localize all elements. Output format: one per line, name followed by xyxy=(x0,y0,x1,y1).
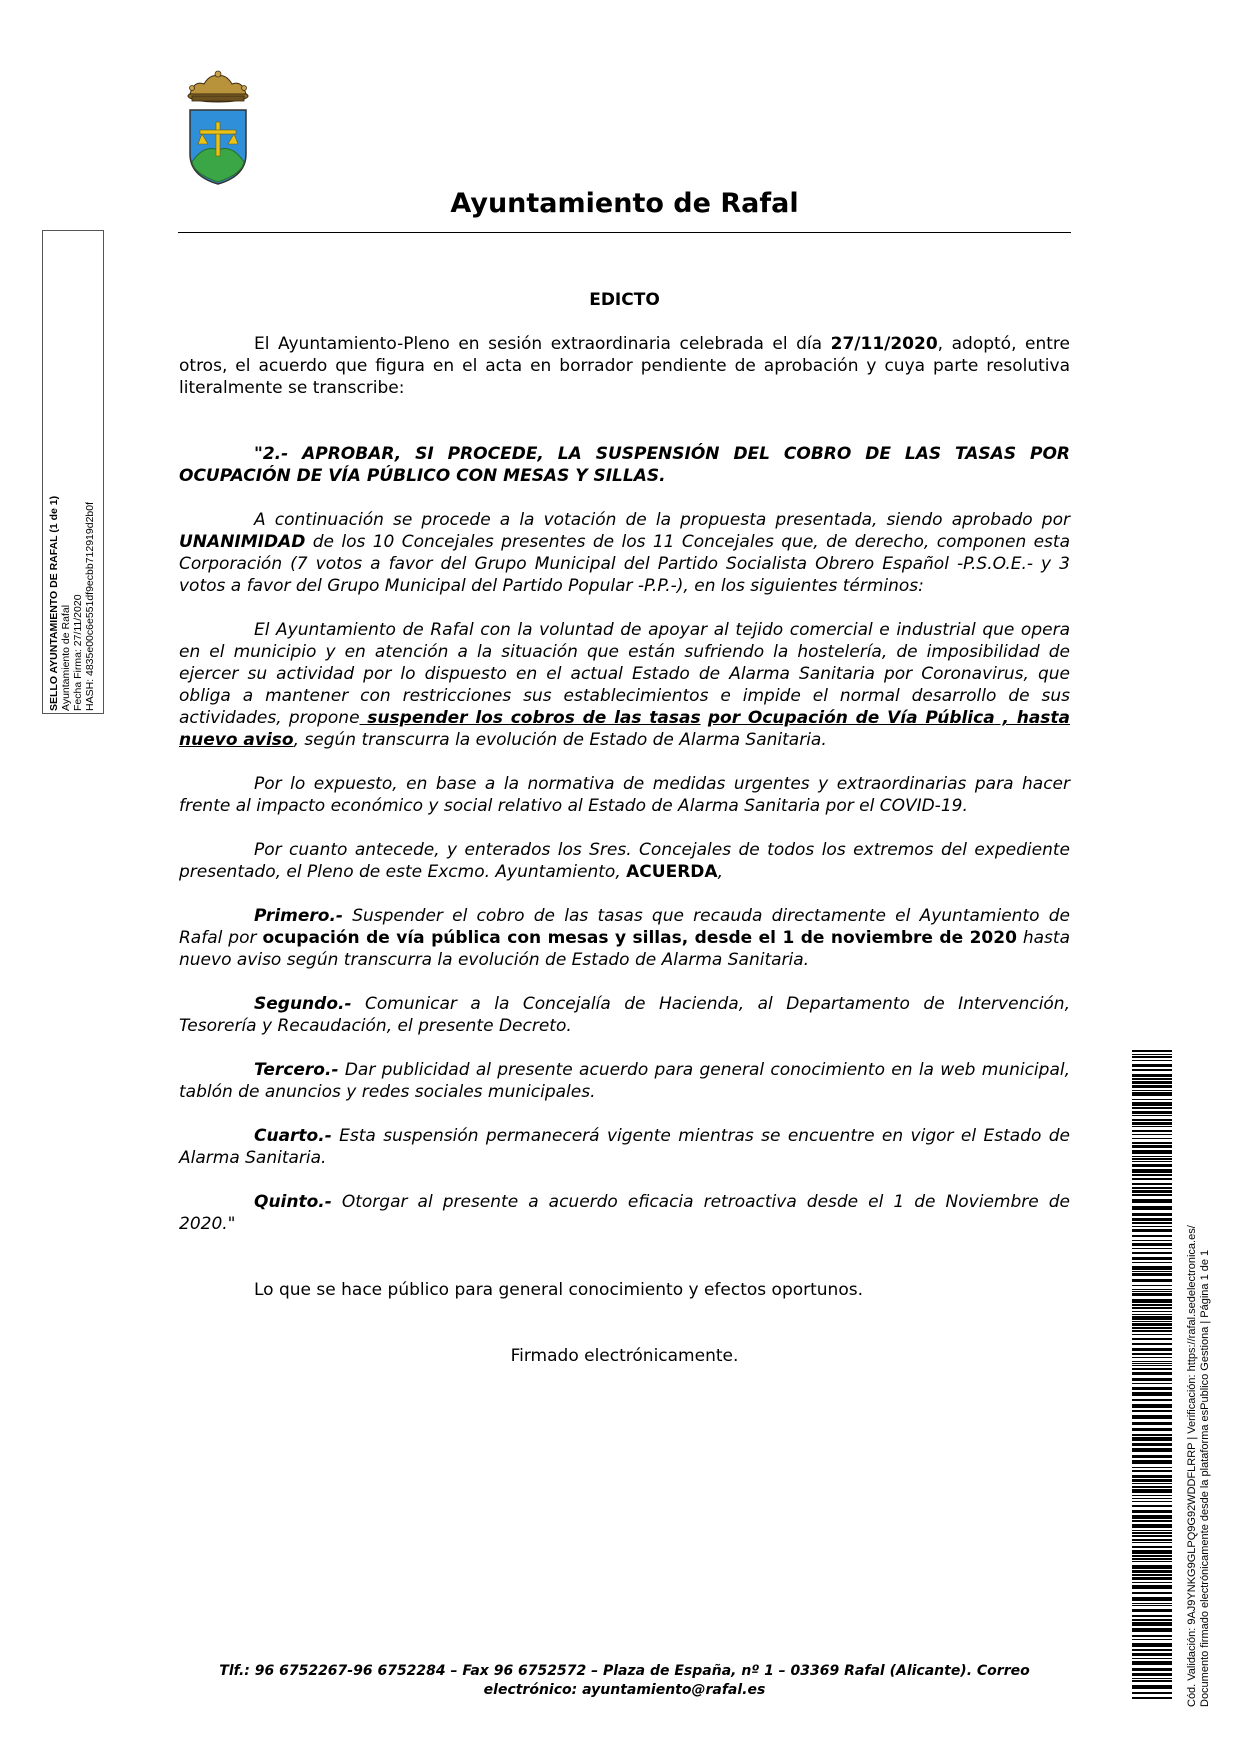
barcode-bar xyxy=(1132,1455,1172,1458)
barcode-bar xyxy=(1132,1169,1172,1173)
barcode-bar xyxy=(1132,1307,1172,1309)
barcode-bar xyxy=(1132,1605,1172,1606)
barcode-bar xyxy=(1132,1064,1172,1067)
seal-date: Fecha Firma: 27/11/2020 xyxy=(72,594,84,711)
barcode-bar xyxy=(1132,1495,1172,1496)
barcode-bar xyxy=(1132,1206,1172,1210)
acuerda-word: ACUERDA xyxy=(626,862,718,882)
barcode-bar xyxy=(1132,1330,1172,1332)
barcode-bar xyxy=(1132,1145,1172,1148)
barcode-bar xyxy=(1132,1357,1172,1358)
proposal-highlight-2: por Ocupación de Vía Pública xyxy=(707,708,995,728)
barcode-bar xyxy=(1132,1092,1172,1096)
footer-contact xyxy=(178,1662,1071,1700)
barcode-bar xyxy=(1132,1592,1172,1594)
barcode-bar xyxy=(1132,1156,1172,1157)
vote-text: A continuación se procede a la votación de la propuesta presentada, siendo aprobado por xyxy=(254,510,1070,530)
barcode-bar xyxy=(1132,1126,1172,1127)
barcode-bar xyxy=(1132,1635,1172,1637)
barcode-bar xyxy=(1132,1363,1172,1364)
barcode-bar xyxy=(1132,1561,1172,1562)
barcode-bar xyxy=(1132,1535,1172,1537)
barcode-bar xyxy=(1132,1574,1172,1576)
antecede-paragraph xyxy=(179,839,1070,883)
barcode-bar xyxy=(1132,1558,1172,1560)
barcode-bar xyxy=(1132,1243,1172,1246)
barcode-bar xyxy=(1132,1649,1172,1651)
primero-paragraph xyxy=(179,905,1070,971)
page-title: Ayuntamiento de Rafal xyxy=(450,188,799,219)
barcode-bar xyxy=(1132,1056,1172,1058)
barcode-bar xyxy=(1132,1524,1172,1528)
expuesto-paragraph: Por lo expuesto, en base a la normativa de medidas urgentes y extraordinarias para hacer frente al impacto económico y social relativo al Estado de Alarma Sanitaria por el COVID-19. xyxy=(179,774,1070,816)
barcode-bar xyxy=(1132,1680,1172,1682)
vote-text-end: de los 10 Concejales presentes de los 11 Concejales que, de derecho, componen esta Corporación (7 votos a favor del Grupo Municipal del Partido Socialista Obrero Español -P.S.O.E.- y 3 votos a favor del Grupo Municipal del Partido Popular -P.P.-), en los siguientes términos: xyxy=(179,532,1070,596)
quinto-paragraph xyxy=(179,1191,1070,1235)
barcode-bar xyxy=(1132,1404,1172,1408)
barcode-bar xyxy=(1132,1361,1172,1362)
barcode-bar xyxy=(1132,1240,1172,1241)
barcode-bar xyxy=(1132,1392,1172,1396)
barcode-bar xyxy=(1132,1107,1172,1109)
barcode-bar xyxy=(1132,1486,1172,1488)
barcode-bar xyxy=(1132,1443,1172,1446)
barcode-bar xyxy=(1132,1142,1172,1144)
barcode-bar xyxy=(1132,1090,1172,1091)
segundo-paragraph xyxy=(179,993,1070,1037)
barcode-bar xyxy=(1132,1229,1172,1232)
barcode-bar xyxy=(1132,1338,1172,1340)
barcode-bar xyxy=(1132,1085,1172,1088)
cuarto-text: Esta suspensión permanecerá vigente mientras se encuentre en vigor el Estado de Alarma Sanitaria. xyxy=(179,1126,1070,1168)
barcode-bar xyxy=(1132,1327,1172,1329)
barcode-bar xyxy=(1132,1285,1172,1286)
barcode-bar xyxy=(1132,1653,1172,1656)
tercero-label: Tercero.- xyxy=(254,1060,339,1080)
barcode-bar xyxy=(1132,1470,1172,1472)
intro-text: El Ayuntamiento-Pleno en sesión extraordinaria celebrada el día xyxy=(254,334,831,354)
barcode-bar xyxy=(1132,1289,1172,1290)
barcode-bar xyxy=(1132,1353,1172,1355)
barcode-bar xyxy=(1132,1311,1172,1312)
barcode-bar xyxy=(1132,1673,1172,1676)
barcode-bar xyxy=(1132,1643,1172,1647)
barcode-bar xyxy=(1132,1138,1172,1139)
barcode-bar xyxy=(1132,1054,1172,1055)
barcode-bar xyxy=(1132,1218,1172,1221)
barcode-bar xyxy=(1132,1158,1172,1160)
barcode-bar xyxy=(1132,1661,1172,1665)
barcode-bar xyxy=(1132,1074,1172,1077)
barcode-bar xyxy=(1132,1609,1172,1612)
antecede-text: Por cuanto antecede, y enterados los Sres. Concejales de todos los extremos del expediente presentado, el Pleno de este Excmo. Ayuntamiento, xyxy=(179,840,1070,882)
electronic-seal-text xyxy=(48,231,96,711)
signature-note: Firmado electrónicamente. xyxy=(510,1346,739,1366)
barcode-bar xyxy=(1132,1692,1172,1694)
barcode-bar xyxy=(1132,1178,1172,1180)
intro-text-end: , adoptó, entre otros, el acuerdo que figura en el acta en borrador pendiente de aprobación y cuya parte resolutiva literalmente se transcribe: xyxy=(179,334,1070,398)
primero-text-end: hasta nuevo aviso según transcurra la evolución de Estado de Alarma Sanitaria. xyxy=(179,928,1070,970)
segundo-text: Comunicar a la Concejalía de Hacienda, al Departamento de Intervención, Tesorería y Recaudación, el presente Decreto. xyxy=(179,994,1070,1036)
barcode-bar xyxy=(1132,1262,1172,1263)
crown-icon xyxy=(188,71,248,102)
barcode-bar xyxy=(1132,1222,1172,1224)
barcode-bar xyxy=(1132,1585,1172,1589)
barcode-bar xyxy=(1132,1081,1172,1084)
barcode-bar xyxy=(1132,1365,1172,1366)
barcode-bar xyxy=(1132,1498,1172,1499)
validation-platform-line: Documento firmado electrónicamente desde la plataforma esPublico Gestiona | Página 1 de 1 xyxy=(1199,1249,1211,1707)
barcode-bar xyxy=(1132,1279,1172,1282)
barcode-bar xyxy=(1132,1235,1172,1237)
barcode-bar xyxy=(1132,1119,1172,1121)
vote-paragraph xyxy=(179,509,1070,597)
barcode-bar xyxy=(1132,1248,1172,1249)
barcode-bar xyxy=(1132,1467,1172,1468)
barcode-bar xyxy=(1132,1685,1172,1689)
barcode-bar xyxy=(1132,1619,1172,1621)
barcode-bar xyxy=(1132,1252,1172,1254)
barcode-bar xyxy=(1132,1501,1172,1502)
proposal-space xyxy=(701,708,708,728)
validation-code-line: Cód. Validación: 9AJ9YNKG9GLPQ9G92WDDFLRRP | Verificación: https://rafal.sedelectronica.es/ xyxy=(1186,1225,1198,1707)
vote-result: UNANIMIDAD xyxy=(179,532,306,552)
barcode-bar xyxy=(1132,1483,1172,1484)
proposal-paragraph xyxy=(179,619,1070,751)
barcode-bar xyxy=(1132,1678,1172,1679)
primero-label: Primero.- xyxy=(254,906,343,926)
barcode-bar xyxy=(1132,1194,1172,1196)
barcode-bar xyxy=(1132,1183,1172,1185)
primero-text: Suspender el cobro de las tasas que recauda directamente el Ayuntamiento de Rafal por xyxy=(179,906,1070,948)
barcode-bar xyxy=(1132,1489,1172,1493)
barcode-bar xyxy=(1132,1532,1172,1534)
barcode-bar xyxy=(1132,1190,1172,1193)
barcode-bar xyxy=(1132,1615,1172,1617)
proposal-text-end: , según transcurra la evolución de Estado de Alarma Sanitaria. xyxy=(293,730,827,750)
barcode-bar xyxy=(1132,1697,1172,1699)
footer-line-1: Tlf.: 96 6752267-96 6752284 – Fax 96 6752572 – Plaza de España, nº 1 – 03369 Rafal (Alicante). Correo xyxy=(219,1663,1030,1679)
barcode-bar xyxy=(1132,1164,1172,1167)
tercero-text: Dar publicidad al presente acuerdo para general conocimiento en la web municipal, tablón de anuncios y redes sociales municipales. xyxy=(179,1060,1070,1102)
antecede-comma: , xyxy=(717,862,723,882)
barcode-bar xyxy=(1132,1622,1172,1626)
barcode-bar xyxy=(1132,1628,1172,1632)
barcode-bar xyxy=(1132,1434,1172,1436)
barcode-bar xyxy=(1132,1271,1172,1272)
barcode-bar xyxy=(1132,1542,1172,1543)
barcode-bar xyxy=(1132,1378,1172,1381)
barcode-bar xyxy=(1132,1257,1172,1260)
barcode-bar xyxy=(1132,1570,1172,1573)
barcode-bar xyxy=(1132,1348,1172,1351)
barcode-bar xyxy=(1132,1515,1172,1519)
seal-hash: HASH: 4835e00c6e551df9ecbb712919d2b0f xyxy=(84,501,96,711)
barcode-bar xyxy=(1132,1505,1172,1507)
cuarto-paragraph xyxy=(179,1125,1070,1169)
barcode-bar xyxy=(1132,1577,1172,1580)
barcode-bar xyxy=(1132,1520,1172,1522)
footer-line-2: electrónico: ayuntamiento@rafal.es xyxy=(483,1682,766,1698)
barcode-bar xyxy=(1132,1150,1172,1154)
barcode-bar xyxy=(1132,1299,1172,1303)
barcode-bar xyxy=(1132,1291,1172,1292)
barcode-bar xyxy=(1132,1658,1172,1659)
quinto-label: Quinto.- xyxy=(254,1192,332,1212)
barcode-bar xyxy=(1132,1343,1172,1345)
barcode-bar xyxy=(1132,1399,1172,1401)
barcode-bar xyxy=(1132,1539,1172,1541)
barcode-bar xyxy=(1132,1546,1172,1548)
agenda-item-heading: "2.- APROBAR, SI PROCEDE, LA SUSPENSIÓN DEL COBRO DE LAS TASAS POR OCUPACIÓN DE VÍA PÚBLICO CON MESAS Y SILLAS. xyxy=(179,444,1070,486)
shield-icon xyxy=(190,110,246,184)
barcode-bar xyxy=(1132,1550,1172,1554)
title-divider xyxy=(178,232,1071,233)
barcode-bar xyxy=(1132,1383,1172,1384)
barcode-bar xyxy=(1132,1565,1172,1569)
barcode-bar xyxy=(1132,1368,1172,1370)
barcode-bar xyxy=(1132,1293,1172,1296)
barcode-bar xyxy=(1132,1530,1172,1531)
validation-barcode xyxy=(1132,1050,1172,1700)
seal-entity: Ayuntamiento de Rafal xyxy=(60,604,72,711)
barcode-bar xyxy=(1132,1213,1172,1216)
barcode-bar xyxy=(1132,1479,1172,1482)
barcode-bar xyxy=(1132,1273,1172,1276)
barcode-bar xyxy=(1132,1069,1172,1071)
barcode-bar xyxy=(1132,1304,1172,1306)
barcode-bar xyxy=(1132,1314,1172,1315)
validation-text xyxy=(1186,1047,1212,1707)
barcode-bar xyxy=(1132,1410,1172,1412)
barcode-bar xyxy=(1132,1639,1172,1640)
seal-title: SELLO AYUNTAMIENTO DE RAFAL (1 de 1) xyxy=(48,495,60,711)
barcode-bar xyxy=(1132,1334,1172,1335)
barcode-bar xyxy=(1132,1266,1172,1270)
barcode-bar xyxy=(1132,1060,1172,1061)
barcode-bar xyxy=(1132,1448,1172,1452)
barcode-bar xyxy=(1132,1174,1172,1176)
barcode-bar xyxy=(1132,1130,1172,1132)
barcode-bar xyxy=(1132,1555,1172,1557)
barcode-bar xyxy=(1132,1372,1172,1375)
document-heading: EDICTO xyxy=(589,290,660,310)
session-date: 27/11/2020 xyxy=(830,334,938,354)
intro-paragraph xyxy=(179,333,1070,399)
cuarto-label: Cuarto.- xyxy=(254,1126,332,1146)
barcode-bar xyxy=(1132,1122,1172,1125)
barcode-bar xyxy=(1132,1582,1172,1583)
barcode-bar xyxy=(1132,1510,1172,1513)
proposal-highlight-1: suspender los cobros de las tasas xyxy=(359,708,701,728)
barcode-bar xyxy=(1132,1078,1172,1080)
barcode-bar xyxy=(1132,1437,1172,1441)
barcode-bar xyxy=(1132,1668,1172,1671)
barcode-bar xyxy=(1132,1428,1172,1431)
barcode-bar xyxy=(1132,1187,1172,1189)
barcode-bar xyxy=(1132,1102,1172,1106)
barcode-bar xyxy=(1132,1316,1172,1320)
barcode-bar xyxy=(1132,1422,1172,1425)
document-body xyxy=(179,333,1070,1367)
barcode-bar xyxy=(1132,1597,1172,1601)
barcode-bar xyxy=(1132,1323,1172,1326)
barcode-bar xyxy=(1132,1099,1172,1100)
publication-statement: Lo que se hace público para general conocimiento y efectos oportunos. xyxy=(254,1280,863,1300)
proposal-highlight-3: , hasta nuevo aviso xyxy=(179,708,1071,750)
segundo-label: Segundo.- xyxy=(254,994,352,1014)
barcode-bar xyxy=(1132,1387,1172,1390)
barcode-bar xyxy=(1132,1199,1172,1203)
coat-of-arms-logo xyxy=(178,70,258,186)
barcode-bar xyxy=(1132,1161,1172,1162)
barcode-bar xyxy=(1132,1321,1172,1322)
barcode-bar xyxy=(1132,1415,1172,1419)
quinto-text: Otorgar al presente a acuerdo eficacia retroactiva desde el 1 de Noviembre de 2020." xyxy=(179,1192,1070,1234)
barcode-bar xyxy=(1132,1603,1172,1604)
primero-highlight: ocupación de vía pública con mesas y sillas, desde el 1 de noviembre de 2020 xyxy=(262,928,1017,948)
barcode-bar xyxy=(1132,1115,1172,1116)
barcode-bar xyxy=(1132,1475,1172,1478)
barcode-bar xyxy=(1132,1134,1172,1135)
barcode-bar xyxy=(1132,1226,1172,1227)
barcode-bar xyxy=(1132,1111,1172,1114)
tercero-paragraph xyxy=(179,1059,1070,1103)
proposal-text: El Ayuntamiento de Rafal con la voluntad de apoyar al tejido comercial e industrial que opera en el municipio y en atención a la situación que están sufriendo la hostelería, de imposibilidad de ejercer su actividad por lo dispuesto en el actual Estado de Alarma Sanitaria por Coronavirus, que obliga a mantener con restricciones sus establecimientos e impide el normal desarrollo de sus actividades, propone xyxy=(179,620,1070,728)
barcode-bar xyxy=(1132,1050,1172,1052)
barcode-bar xyxy=(1132,1460,1172,1464)
